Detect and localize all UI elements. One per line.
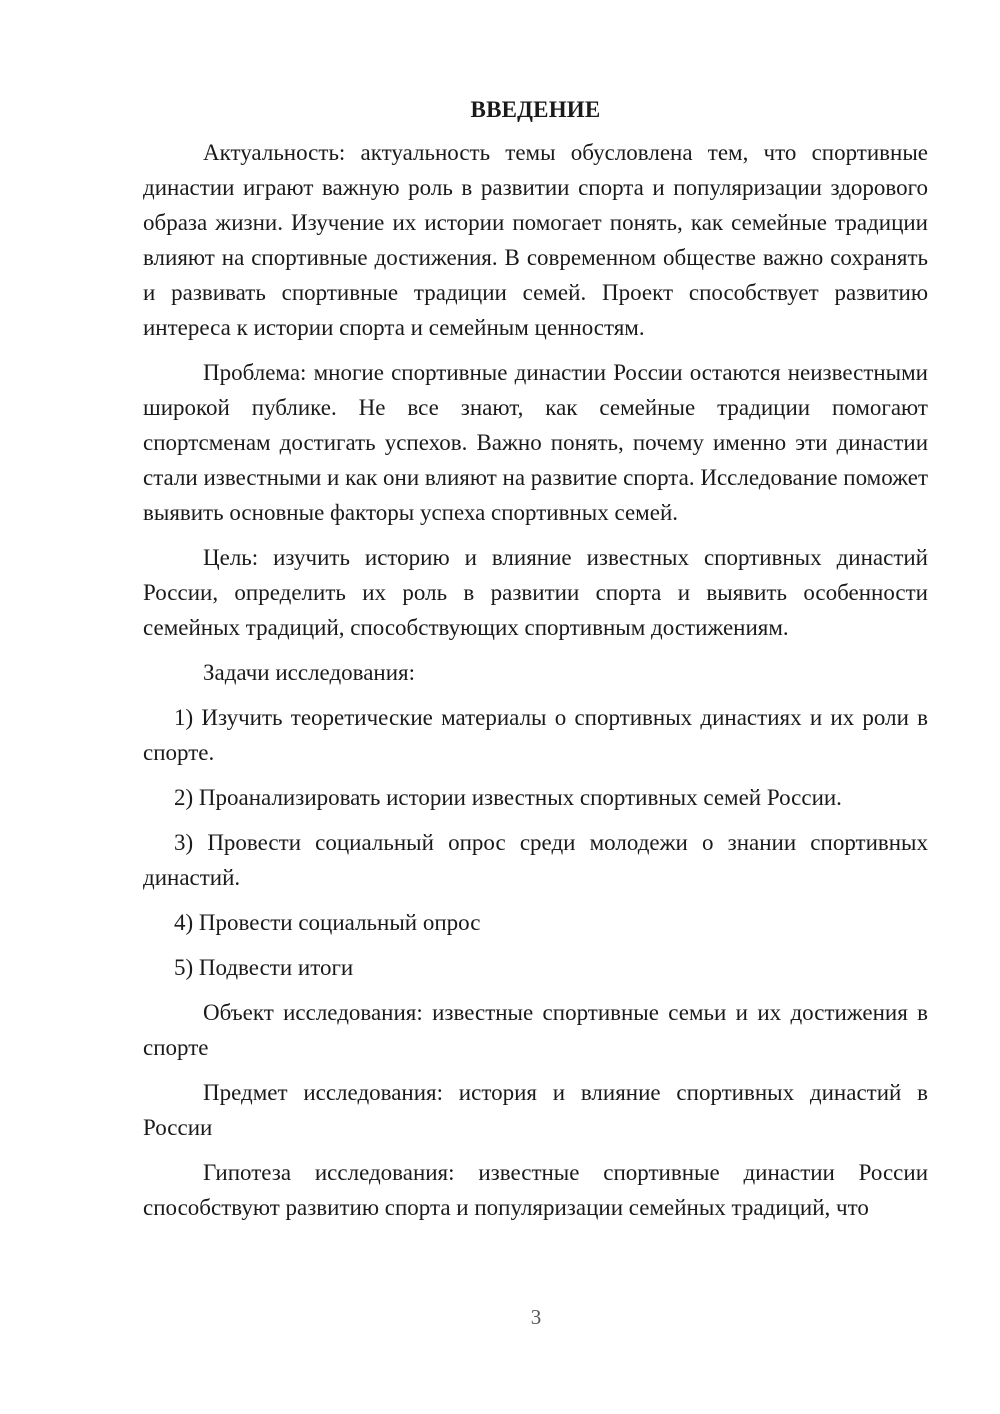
- tasks-heading: Задачи исследования:: [203, 660, 416, 685]
- goal-paragraph: Цель: изучить историю и влияние известных спортивных династий России, определить их роль в развитии спорта и выявить особенности семейных традиций, способствующих спортивным достижениям.: [143, 545, 928, 640]
- task-item-4: 4) Провести социальный опрос: [174, 910, 481, 935]
- task-item-1: 1) Изучить теоретические материалы о спортивных династиях и их роли в спорте.: [143, 705, 928, 765]
- object-paragraph: Объект исследования: известные спортивные семьи и их достижения в спорте: [143, 1000, 928, 1060]
- page-number: 3: [530, 1305, 542, 1329]
- subject-paragraph: Предмет исследования: история и влияние спортивных династий в России: [143, 1080, 928, 1140]
- problem-paragraph: Проблема: многие спортивные династии России остаются неизвестными широкой публике. Не все знают, как семейные традиции помогают спортсменам достигать успехов. Важно понять, почему именно эти династии стали известными и как они влияют на развитие спорта. Исследование поможет выявить основные факторы успеха спортивных семей.: [143, 360, 928, 525]
- relevance-paragraph: Актуальность: актуальность темы обусловлена тем, что спортивные династии играют важную роль в развитии спорта и популяризации здорового образа жизни. Изучение их истории помогает понять, как семейные традиции влияют на спортивные достижения. В современном обществе важно сохранять и развивать спортивные традиции семей. Проект способствует развитию интереса к истории спорта и семейным ценностям.: [143, 140, 928, 340]
- task-item-2: 2) Проанализировать истории известных спортивных семей России.: [174, 785, 842, 810]
- hypothesis-paragraph: Гипотеза исследования: известные спортивные династии России способствуют развитию спорта и популяризации семейных традиций, что: [143, 1160, 928, 1220]
- document-page: [143, 92, 928, 1235]
- task-item-5: 5) Подвести итоги: [174, 955, 354, 980]
- section-title: ВВЕДЕНИЕ: [470, 97, 601, 122]
- task-item-3: 3) Провести социальный опрос среди молодежи о знании спортивных династий.: [143, 830, 928, 890]
